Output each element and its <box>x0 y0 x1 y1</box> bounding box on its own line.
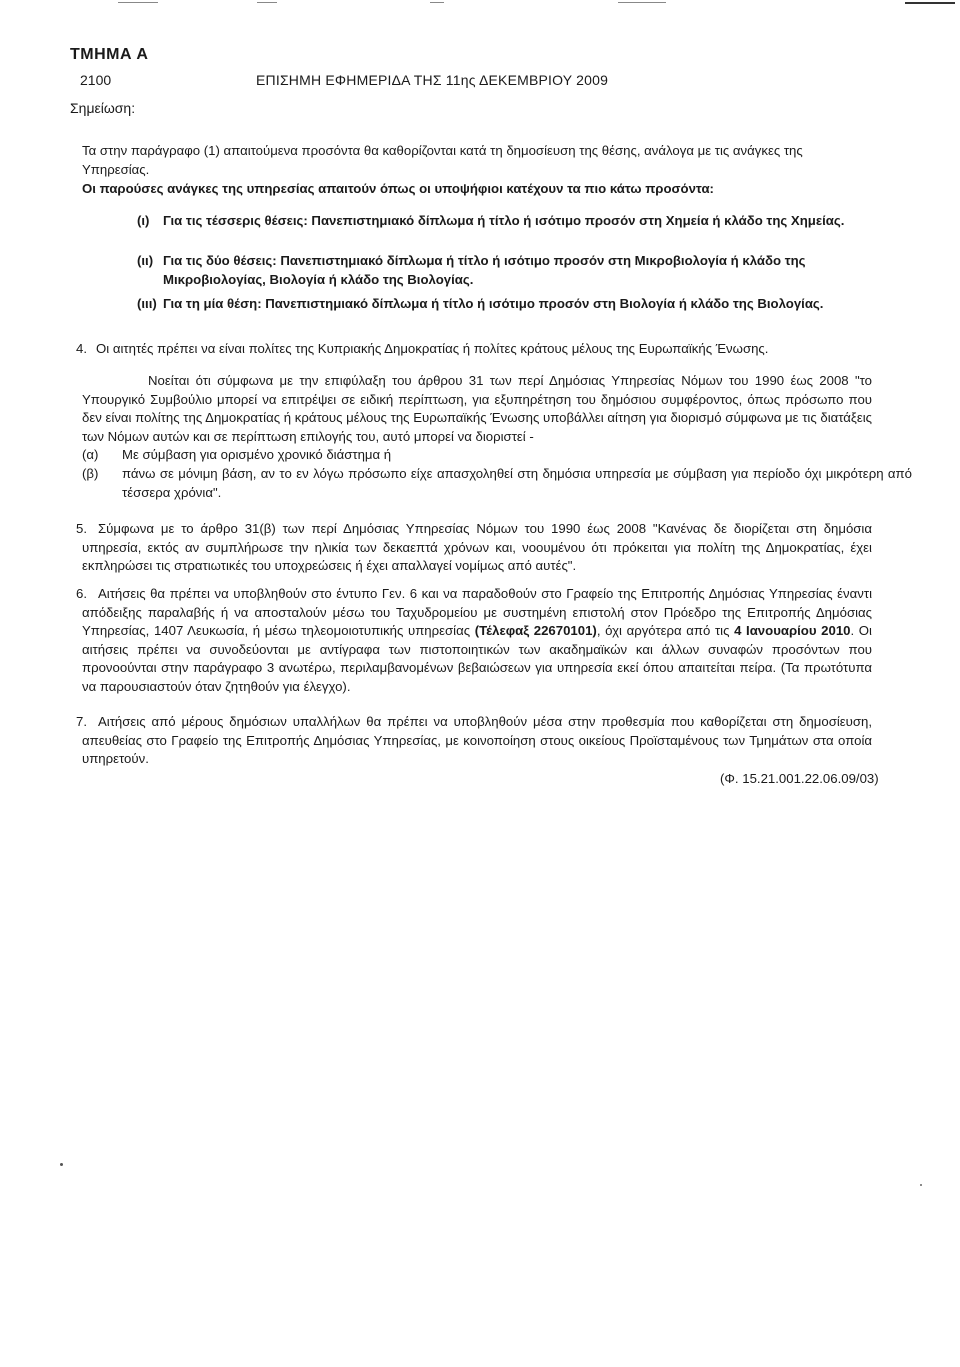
qualification-text: Για τις δύο θέσεις: Πανεπιστημιακό δίπλωμα ή τίτλο ή ισότιμο προσόν στη Μικροβιολογία ή κλάδο της Μικροβιολογίας, Βιολογία ή κλάδο της Βιολογίας. <box>163 253 806 287</box>
qualification-item <box>137 212 903 231</box>
item-number: 7. <box>76 714 87 729</box>
fax-number: (Τέλεφαξ 22670101) <box>474 623 597 638</box>
notice-paragraph: Νοείται ότι σύμφωνα με την επιφύλαξη του άρθρου 31 των περί Δημόσιας Υπηρεσίας Νόμων του 1990 έως 2008 "το Υπουργικό Συμβούλιο μπορεί να επιτρέψει σε ειδική περίπτωση, για εξυπηρέτηση του δημόσιου συμφέροντος, όπως πρόσωπο που δεν είναι πολίτης της Δημοκρατίας ή κράτους μέλους της Ευρωπαϊκής Ένωσης υποβάλλει αίτηση για διορισμό σύμφωνα με τις διατάξεις των Νόμων αυτών και σε περίπτωση επιλογής του, αυτό μπορεί να διοριστεί - <box>82 373 872 444</box>
item-text: Αιτήσεις θα πρέπει να υποβληθούν στο έντυπο Γεν. 6 και να παραδοθούν στο Γραφείο της Επιτροπής Δημόσιας Υπηρεσίας έναντι απόδειξης παραλαβής ή να αποσταλούν μέσω του Ταχυδρομείου με συστημένη επιστολή στον Πρόεδρο της Επιτροπής Δημόσιας Υπηρεσίας, 1407 Λευκωσία, ή μέσω τηλεομοιοτυπικής υπηρεσίας <box>82 586 872 638</box>
item-4 <box>76 340 896 359</box>
qualification-marker: (ιιι) <box>137 296 157 311</box>
condition-item <box>82 446 912 465</box>
scan-artifact <box>60 1163 63 1166</box>
qualification-marker: (ι) <box>137 213 150 228</box>
item-7 <box>76 713 872 769</box>
condition-text: πάνω σε μόνιμη βάση, αν το εν λόγω πρόσωπο είχε απασχοληθεί στη δημόσια υπηρεσία με σύμβαση για περίοδο όχι μικρότερη από τέσσερα χρόνια". <box>122 466 912 500</box>
item-text: Οι αιτητές πρέπει να είναι πολίτες της Κυπριακής Δημοκρατίας ή πολίτες κράτους μέλους της Ευρωπαϊκής Ένωσης. <box>96 341 769 356</box>
item-5 <box>76 520 872 576</box>
item-text: Σύμφωνα με το άρθρο 31(β) των περί Δημόσιας Υπηρεσίας Νόμων του 1990 έως 2008 "Κανένας δε διορίζεται στη δημόσια υπηρεσία, εκτός αν συμπλήρωσε την ηλικία των δεκαεπτά χρόνων και, νοουμένου ότι πρόκειται για πολίτη της Δημοκρατίας, έχει εκπληρώσει τις στρατιωτικές του υποχρεώσεις ή έχει απαλλαγεί νομίμως από αυτές". <box>82 521 872 573</box>
item-text: , όχι αργότερα από τις <box>596 623 730 638</box>
qualification-marker: (ιι) <box>137 253 154 268</box>
deadline-date: 4 Ιανουαρίου 2010 <box>734 623 851 638</box>
condition-marker: (α) <box>82 447 99 462</box>
item-number: 6. <box>76 586 87 601</box>
item-number: 4. <box>76 341 87 356</box>
qualification-text: Για τις τέσσερις θέσεις: Πανεπιστημιακό δίπλωμα ή τίτλο ή ισότιμο προσόν στη Χημεία ή κλάδο της Χημείας. <box>163 213 845 228</box>
condition-text: Με σύμβαση για ορισμένο χρονικό διάστημα ή <box>122 447 392 462</box>
current-needs-intro: Οι παρούσες ανάγκες της υπηρεσίας απαιτούν όπως οι υποψήφιοι κατέχουν τα πιο κάτω προσόντα: <box>82 181 714 196</box>
item-number: 5. <box>76 521 87 536</box>
intro-paragraph: Τα στην παράγραφο (1) απαιτούμενα προσόντα θα καθορίζονται κατά τη δημοσίευση της θέσης, ανάλογα με τις ανάγκες της Υπηρεσίας. <box>82 143 803 177</box>
note-label: Σημείωση: <box>70 100 136 116</box>
qualification-item <box>137 252 903 289</box>
item-6 <box>76 585 872 696</box>
scan-edge-marks <box>0 0 960 8</box>
item-text: Αιτήσεις από μέρους δημόσιων υπαλλήλων θα πρέπει να υποβληθούν μέσα στην προθεσμία που καθορίζεται στη δημοσίευση, απευθείας στο Γραφείο της Επιτροπής Δημόσιας Υπηρεσίας, με κοινοποίηση στους οικείους Προϊσταμένους των Τμημάτων στα οποία υπηρετούν. <box>82 714 872 766</box>
file-reference: (Φ. 15.21.001.22.06.09/03) <box>720 771 879 786</box>
page-number: 2100 <box>80 72 112 88</box>
qualification-text: Για τη μία θέση: Πανεπιστημιακό δίπλωμα ή τίτλο ή ισότιμο προσόν στη Βιολογία ή κλάδο της Βιολογίας. <box>163 296 824 311</box>
section-title: ΤΜΗΜΑ Α <box>70 46 149 63</box>
gazette-title: ΕΠΙΣΗΜΗ ΕΦΗΜΕΡΙΔΑ ΤΗΣ 11ης ΔΕΚΕΜΒΡΙΟΥ 2009 <box>256 72 609 88</box>
scan-artifact <box>920 1184 922 1186</box>
item-text: . Οι αιτήσεις πρέπει να συνοδεύονται με αντίγραφα των πιστοποιητικών των ακαδημαϊκών και άλλων συναφών προσόντων που προνοούνται στην παράγραφο 3 ανωτέρω, περιλαμβανομένων βεβαιώσεων για υπηρεσία εκεί όπου απαιτείται πείρα. (Τα πρωτότυπα να παρουσιαστούν όταν ζητηθούν για έλεγχο). <box>82 623 872 694</box>
condition-marker: (β) <box>82 466 99 481</box>
qualification-item <box>137 295 903 314</box>
condition-item <box>82 465 912 502</box>
